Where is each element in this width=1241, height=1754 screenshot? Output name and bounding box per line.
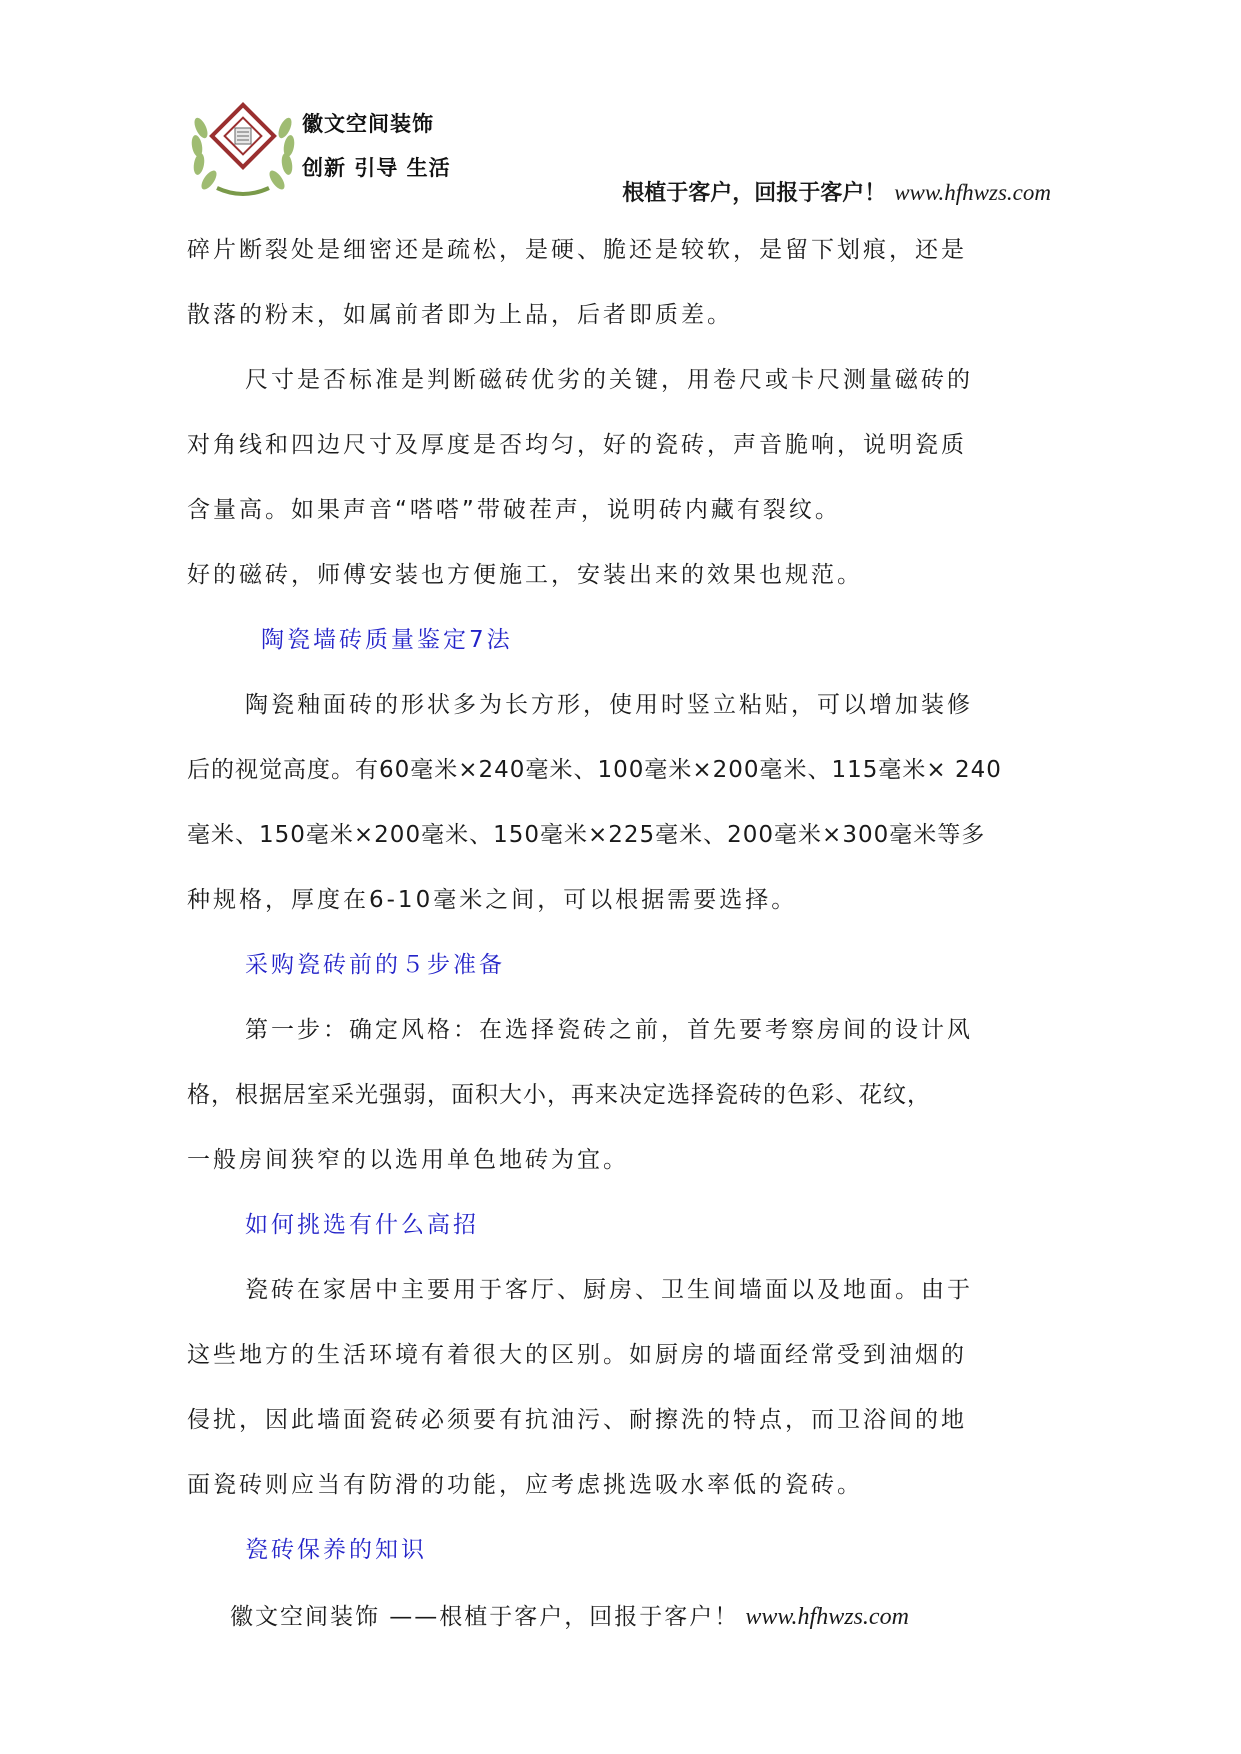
body-line: 尺寸是否标准是判断磁砖优劣的关键，用卷尺或卡尺测量磁砖的 (245, 367, 973, 393)
body-line: 第一步：确定风格：在选择瓷砖之前，首先要考察房间的设计风 (245, 1017, 973, 1043)
document-body (187, 218, 1059, 1583)
tagline-text: 根植于客户，回报于客户！ (622, 181, 887, 206)
header-tagline (622, 176, 1051, 207)
header-url: www.hfhwzs.com (894, 180, 1051, 205)
body-line: 这些地方的生活环境有着很大的区别。如厨房的墙面经常受到油烟的 (187, 1342, 967, 1368)
footer-text: 徽文空间装饰 ——根植于客户，回报于客户！ (230, 1604, 740, 1630)
logo-line-1: 徽文空间装饰 (302, 112, 434, 136)
body-line: 散落的粉末，如属前者即为上品，后者即质差。 (187, 302, 733, 328)
body-line: 陶瓷釉面砖的形状多为长方形，使用时竖立粘贴，可以增加装修 (245, 692, 973, 718)
footer-url: www.hfhwzs.com (745, 1604, 909, 1630)
body-line: 侵扰，因此墙面瓷砖必须要有抗油污、耐擦洗的特点，而卫浴间的地 (187, 1407, 967, 1433)
page-header (187, 88, 1057, 206)
section-heading: 如何挑选有什么高招 (245, 1212, 479, 1238)
logo-line-2: 创新 引导 生活 (302, 156, 451, 180)
page-footer (230, 1598, 909, 1631)
body-line: 种规格，厚度在6-10毫米之间，可以根据需要选择。 (187, 887, 798, 913)
section-heading: 采购瓷砖前的５步准备 (245, 952, 505, 978)
company-logo (187, 88, 451, 200)
body-line: 对角线和四边尺寸及厚度是否均匀，好的瓷砖，声音脆响，说明瓷质 (187, 432, 967, 458)
body-line: 瓷砖在家居中主要用于客厅、厨房、卫生间墙面以及地面。由于 (245, 1277, 973, 1303)
body-line: 格，根据居室采光强弱，面积大小，再来决定选择瓷砖的色彩、花纹， (187, 1082, 931, 1108)
body-line: 好的磁砖，师傅安装也方便施工，安装出来的效果也规范。 (187, 562, 863, 588)
body-line: 毫米、150毫米×200毫米、150毫米×225毫米、200毫米×300毫米等多 (187, 822, 986, 848)
section-heading: 陶瓷墙砖质量鉴定7法 (261, 627, 513, 653)
body-line: 面瓷砖则应当有防滑的功能，应考虑挑选吸水率低的瓷砖。 (187, 1472, 863, 1498)
body-line: 一般房间狭窄的以选用单色地砖为宜。 (187, 1147, 629, 1173)
section-heading: 瓷砖保养的知识 (245, 1537, 427, 1563)
body-line: 碎片断裂处是细密还是疏松，是硬、脆还是较软，是留下划痕，还是 (187, 237, 967, 263)
logo-wordmark (302, 102, 451, 190)
logo-emblem-icon (187, 88, 299, 200)
body-line: 后的视觉高度。有60毫米×240毫米、100毫米×200毫米、115毫米× 240 (187, 757, 1002, 783)
body-line: 含量高。如果声音“嗒嗒”带破茬声，说明砖内藏有裂纹。 (187, 497, 841, 523)
